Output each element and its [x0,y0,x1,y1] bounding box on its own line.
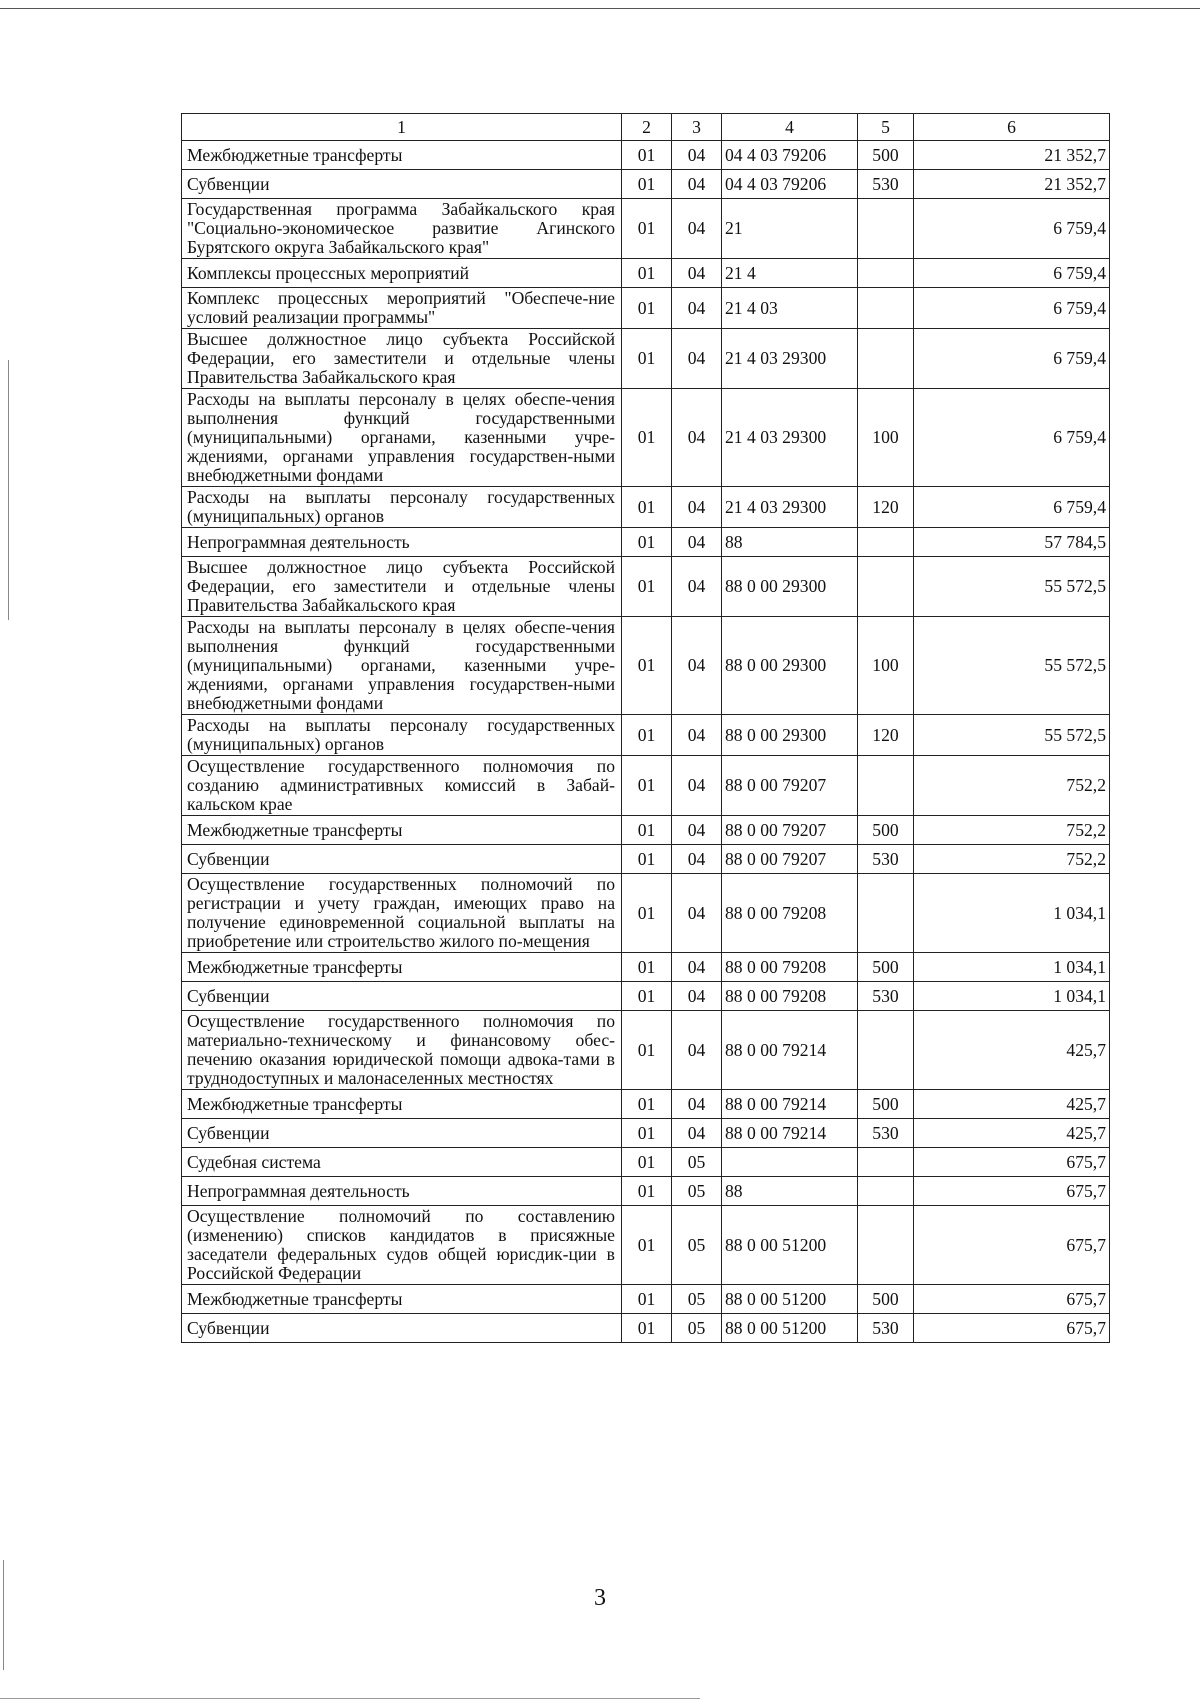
header-cell-6: 6 [914,114,1110,141]
row-section: 01 [622,528,672,557]
table-row [182,170,1110,199]
row-section: 01 [622,1090,672,1119]
row-expense-type [858,1148,914,1177]
table-row [182,487,1110,528]
row-section: 01 [622,1011,672,1090]
row-expense-type: 100 [858,617,914,715]
table-row [182,199,1110,259]
row-subsection: 04 [672,816,722,845]
scan-edge-left [8,360,9,620]
row-expense-type: 500 [858,816,914,845]
row-description: Непрограммная деятельность [182,528,622,557]
row-subsection: 04 [672,141,722,170]
row-target-code: 88 0 00 79208 [722,874,858,953]
row-target-code: 88 0 00 51200 [722,1314,858,1343]
row-section: 01 [622,715,672,756]
row-amount: 425,7 [914,1119,1110,1148]
row-description: Расходы на выплаты персоналу государственных (муниципальных) органов [182,715,622,756]
row-description: Расходы на выплаты персоналу государственных (муниципальных) органов [182,487,622,528]
row-expense-type: 500 [858,1090,914,1119]
row-section: 01 [622,816,672,845]
row-subsection: 04 [672,715,722,756]
table-row [182,528,1110,557]
row-target-code: 88 0 00 79214 [722,1011,858,1090]
row-amount: 6 759,4 [914,199,1110,259]
table-row [182,1177,1110,1206]
row-description: Субвенции [182,982,622,1011]
row-subsection: 04 [672,528,722,557]
row-amount: 675,7 [914,1285,1110,1314]
table-row [182,874,1110,953]
row-description: Субвенции [182,1119,622,1148]
row-subsection: 04 [672,259,722,288]
table-row [182,756,1110,816]
row-amount: 6 759,4 [914,487,1110,528]
row-expense-type [858,557,914,617]
table-row [182,953,1110,982]
row-subsection: 04 [672,329,722,389]
page-number: 3 [594,1585,606,1611]
row-amount: 1 034,1 [914,953,1110,982]
row-description: Непрограммная деятельность [182,1177,622,1206]
row-section: 01 [622,845,672,874]
row-description: Расходы на выплаты персоналу в целях обеспе-чения выполнения функций государственными (муниципальными) органами, казенными учре-ждениями, органами управления государствен-ными внебюджетными фондами [182,617,622,715]
row-section: 01 [622,170,672,199]
row-target-code: 88 0 00 79208 [722,953,858,982]
row-amount: 6 759,4 [914,329,1110,389]
table-row [182,982,1110,1011]
row-target-code: 04 4 03 79206 [722,170,858,199]
row-amount: 1 034,1 [914,874,1110,953]
row-target-code: 21 4 [722,259,858,288]
row-target-code: 88 0 00 29300 [722,617,858,715]
row-amount: 1 034,1 [914,982,1110,1011]
row-target-code: 88 0 00 29300 [722,557,858,617]
row-section: 01 [622,288,672,329]
table-row [182,845,1110,874]
row-description: Осуществление государственного полномочия по созданию административных комиссий в Забай-кальском крае [182,756,622,816]
row-expense-type: 500 [858,953,914,982]
row-amount: 6 759,4 [914,389,1110,487]
header-cell-2: 2 [622,114,672,141]
row-expense-type: 530 [858,1119,914,1148]
row-subsection: 04 [672,199,722,259]
row-description: Комплексы процессных мероприятий [182,259,622,288]
row-subsection: 05 [672,1177,722,1206]
row-section: 01 [622,199,672,259]
row-description: Расходы на выплаты персоналу в целях обеспе-чения выполнения функций государственными (муниципальными) органами, казенными учре-ждениями, органами управления государствен-ными внебюджетными фондами [182,389,622,487]
row-description: Судебная система [182,1148,622,1177]
row-amount: 752,2 [914,845,1110,874]
row-description: Межбюджетные трансферты [182,1090,622,1119]
row-subsection: 04 [672,756,722,816]
table-row [182,617,1110,715]
row-subsection: 04 [672,617,722,715]
row-target-code: 88 0 00 79207 [722,816,858,845]
row-amount: 675,7 [914,1206,1110,1285]
row-target-code [722,1148,858,1177]
row-section: 01 [622,953,672,982]
row-amount: 752,2 [914,816,1110,845]
table-row [182,816,1110,845]
row-amount: 425,7 [914,1090,1110,1119]
row-amount: 675,7 [914,1148,1110,1177]
row-target-code: 21 4 03 [722,288,858,329]
row-subsection: 05 [672,1285,722,1314]
row-section: 01 [622,487,672,528]
row-subsection: 04 [672,288,722,329]
row-target-code: 88 0 00 79214 [722,1090,858,1119]
row-expense-type [858,1177,914,1206]
row-amount: 675,7 [914,1314,1110,1343]
row-section: 01 [622,1148,672,1177]
row-target-code: 88 [722,1177,858,1206]
row-description: Субвенции [182,1314,622,1343]
row-amount: 425,7 [914,1011,1110,1090]
table-row [182,1148,1110,1177]
row-expense-type: 530 [858,845,914,874]
row-target-code: 88 0 00 29300 [722,715,858,756]
row-description: Высшее должностное лицо субъекта Российской Федерации, его заместители и отдельные члены Правительства Забайкальского края [182,557,622,617]
row-amount: 55 572,5 [914,557,1110,617]
row-expense-type: 100 [858,389,914,487]
row-description: Осуществление государственного полномочия по материально-техническому и финансовому обес-печению оказания юридической помощи адвока-тами в труднодоступных и малонаселенных местностях [182,1011,622,1090]
row-target-code: 88 0 00 79207 [722,845,858,874]
row-section: 01 [622,1206,672,1285]
row-amount: 752,2 [914,756,1110,816]
table-row [182,141,1110,170]
row-section: 01 [622,329,672,389]
header-cell-3: 3 [672,114,722,141]
row-amount: 55 572,5 [914,715,1110,756]
row-subsection: 05 [672,1148,722,1177]
table-row [182,389,1110,487]
scan-edge-left-lower [3,1560,4,1670]
row-amount: 57 784,5 [914,528,1110,557]
row-amount: 21 352,7 [914,170,1110,199]
row-target-code: 21 4 03 29300 [722,329,858,389]
row-section: 01 [622,874,672,953]
table-row [182,715,1110,756]
row-description: Субвенции [182,845,622,874]
row-expense-type [858,199,914,259]
row-expense-type [858,874,914,953]
scan-edge-top [0,8,1200,9]
row-target-code: 88 0 00 79214 [722,1119,858,1148]
row-amount: 6 759,4 [914,259,1110,288]
row-expense-type [858,756,914,816]
row-expense-type: 500 [858,1285,914,1314]
row-expense-type [858,288,914,329]
row-expense-type: 500 [858,141,914,170]
row-description: Межбюджетные трансферты [182,816,622,845]
header-cell-5: 5 [858,114,914,141]
row-target-code: 21 4 03 29300 [722,487,858,528]
row-expense-type [858,1011,914,1090]
row-subsection: 04 [672,170,722,199]
row-subsection: 04 [672,389,722,487]
row-subsection: 05 [672,1314,722,1343]
row-subsection: 04 [672,1090,722,1119]
row-expense-type: 120 [858,715,914,756]
header-cell-4: 4 [722,114,858,141]
row-description: Комплекс процессных мероприятий "Обеспече-ние условий реализации программы" [182,288,622,329]
row-expense-type: 530 [858,982,914,1011]
scan-edge-bottom [0,1698,700,1699]
row-section: 01 [622,756,672,816]
table-row [182,1285,1110,1314]
row-subsection: 04 [672,1011,722,1090]
table-row [182,1314,1110,1343]
row-target-code: 88 [722,528,858,557]
header-cell-1: 1 [182,114,622,141]
row-section: 01 [622,1314,672,1343]
row-amount: 675,7 [914,1177,1110,1206]
row-section: 01 [622,1119,672,1148]
table-row [182,329,1110,389]
row-target-code: 88 0 00 51200 [722,1285,858,1314]
row-subsection: 05 [672,1206,722,1285]
row-description: Государственная программа Забайкальского края "Социально-экономическое развитие Агинского Бурятского округа Забайкальского края" [182,199,622,259]
row-amount: 21 352,7 [914,141,1110,170]
row-expense-type [858,259,914,288]
row-target-code: 21 [722,199,858,259]
row-subsection: 04 [672,1119,722,1148]
row-section: 01 [622,617,672,715]
row-subsection: 04 [672,982,722,1011]
row-target-code: 88 0 00 79207 [722,756,858,816]
row-section: 01 [622,259,672,288]
row-target-code: 21 4 03 29300 [722,389,858,487]
row-target-code: 88 0 00 51200 [722,1206,858,1285]
row-expense-type [858,329,914,389]
row-description: Межбюджетные трансферты [182,953,622,982]
row-section: 01 [622,557,672,617]
row-amount: 55 572,5 [914,617,1110,715]
table-row [182,288,1110,329]
row-expense-type: 530 [858,1314,914,1343]
row-section: 01 [622,389,672,487]
table-row [182,1206,1110,1285]
row-expense-type [858,528,914,557]
table-row [182,259,1110,288]
row-description: Высшее должностное лицо субъекта Российской Федерации, его заместители и отдельные члены Правительства Забайкальского края [182,329,622,389]
row-expense-type [858,1206,914,1285]
row-description: Осуществление полномочий по составлению (изменению) списков кандидатов в присяжные заседатели федеральных судов общей юрисдик-ции в Российской Федерации [182,1206,622,1285]
row-section: 01 [622,141,672,170]
row-subsection: 04 [672,845,722,874]
table-row [182,557,1110,617]
row-amount: 6 759,4 [914,288,1110,329]
row-subsection: 04 [672,874,722,953]
row-section: 01 [622,1285,672,1314]
budget-table-body [182,114,1110,1343]
row-description: Осуществление государственных полномочий по регистрации и учету граждан, имеющих право на получение единовременной социальной выплаты на приобретение или строительство жилого по-мещения [182,874,622,953]
row-subsection: 04 [672,487,722,528]
row-subsection: 04 [672,557,722,617]
row-expense-type: 530 [858,170,914,199]
budget-table [181,113,1110,1343]
table-row [182,1119,1110,1148]
row-description: Субвенции [182,170,622,199]
row-target-code: 04 4 03 79206 [722,141,858,170]
table-row [182,1011,1110,1090]
row-description: Межбюджетные трансферты [182,141,622,170]
row-subsection: 04 [672,953,722,982]
row-section: 01 [622,1177,672,1206]
table-row [182,1090,1110,1119]
row-section: 01 [622,982,672,1011]
row-description: Межбюджетные трансферты [182,1285,622,1314]
row-expense-type: 120 [858,487,914,528]
table-header-row [182,114,1110,141]
row-target-code: 88 0 00 79208 [722,982,858,1011]
